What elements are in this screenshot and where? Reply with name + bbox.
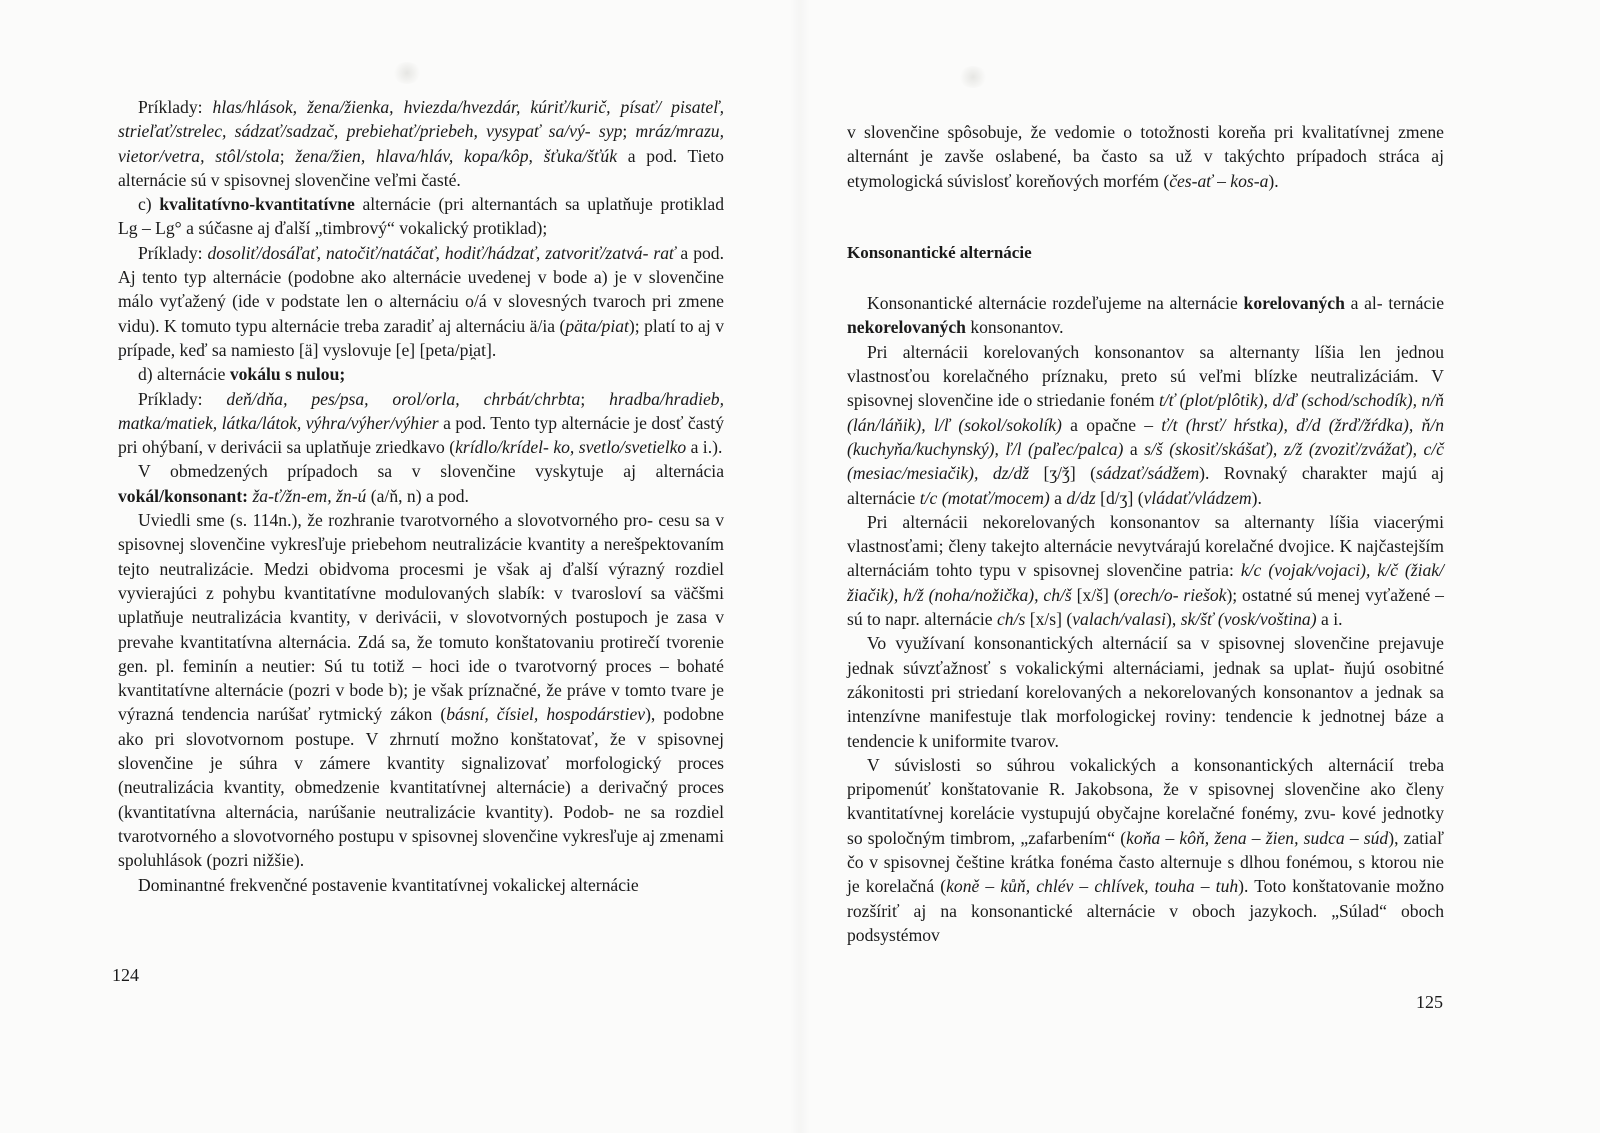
text-run: konsonantov. xyxy=(965,317,1064,338)
paragraph xyxy=(118,95,724,192)
italic-example: orech/o- riešok xyxy=(1119,584,1227,605)
paragraph xyxy=(118,873,724,897)
page-number: 124 xyxy=(112,965,139,985)
paragraph xyxy=(847,753,1444,947)
section-heading: Konsonantické alternácie xyxy=(847,242,1032,262)
italic-example: koňa – kôň, žena – žien, sudca – súd xyxy=(1126,827,1389,848)
italic-example: hlas/hlások, žena/žienka, hviezda/hvezdár, kúriť/kurič, písať/ pisateľ, strieľať/strelec, sádzať/sadzač, prebiehať/priebeh, vysypať sa/vý- syp xyxy=(118,97,724,142)
paragraph xyxy=(847,120,1444,193)
text-run: ), xyxy=(1166,609,1181,630)
text-run: ; xyxy=(279,145,296,166)
italic-example: sádzať/sádžem xyxy=(1095,463,1200,484)
text-run: ). xyxy=(1251,487,1262,508)
text-run: ; xyxy=(622,121,636,142)
text-run: Uviedli sme (s. 114n.), že rozhranie tvarotvorného a slovotvorného pro- cesu sa v spisovnej slovenčine vykresľuje priebehom neutralizácie kvantity a nerešpektovaním tejto neutralizácie. Medzi obidvoma procesmi je však aj ďalší výrazný rozdiel vyvierajúci z pohybu kvantitatívne modulovaných slabík: v tvarosloví sa väčšmi uplatňuje neutralizácia kvantity, v derivácii, v slovotvorných postupoch je zasa v prevahe kvantitatívna alternácia. Zdá sa, že tomuto konštatovaniu protirečí tvorenie gen. pl. feminín a neutier: Sú tu totiž – hoci ide o tvarotvorný proces – bohaté kvantitatívne alternácie (pozri v bode b); je však príznačné, že práve v tomto tvare je výrazná tendencia narúšať rytmický zákon ( xyxy=(118,510,724,725)
paragraph xyxy=(847,510,1444,631)
text-run: v slovenčine spôsobuje, že vedomie o totožnosti koreňa pri kvalitatívnej zmene alternánt je zavše oslabené, ba často sa už v takýchto prípadoch stráca aj etymologická súvislosť koreňových morfém ( xyxy=(847,122,1444,191)
italic-example: sk/šť (vosk/voština) xyxy=(1180,609,1317,630)
bold-term: nekorelovaných xyxy=(847,317,966,338)
text-run: V obmedzených prípadoch sa v slovenčine vyskytuje aj alternácia xyxy=(138,461,724,482)
paragraph xyxy=(847,631,1444,752)
italic-example: t/c (motať/mocem) xyxy=(919,487,1050,508)
italic-example: hradba/hradieb, matka/matiek, látka/látok, výhra/výher/výhier xyxy=(118,388,724,433)
text-run: a pod. Aj tento typ alternácie (podobne ako alternácie uvedenej v bode a) je v slovenčine málo vyťažený (ide v podstate len o alternáciu o/á v slovesných tvaroch pri zmene vidu). K tomuto typu alternácie treba zaradiť aj alternáciu ä/ia ( xyxy=(118,242,724,336)
text-run: a xyxy=(1049,487,1067,508)
bold-term: kvalitatívno-kvantitatívne xyxy=(159,194,355,215)
text-run: ). xyxy=(1268,170,1279,191)
italic-example: krídlo/krídel- ko, svetlo/svetielko xyxy=(455,437,687,458)
paragraph xyxy=(118,508,724,872)
paragraph xyxy=(118,241,724,362)
text-run: a xyxy=(1123,438,1145,459)
text-run: Príklady: xyxy=(138,388,227,409)
text-run: Pri alternácii nekorelovaných konsonantov sa alternanty líšia viacerými vlastnosťami; členy takejto alternácie nevytvárajú korelačné dvojice. K najčastejším alternáciám tohto typu v spisovnej slovenčine patria: xyxy=(847,511,1444,581)
italic-example: ť/t (hrsť/ hŕstka), ď/d (žrď/žŕdka), ň/n (kuchyňa/kuchynský), ľ/l (paľec/palca) xyxy=(847,414,1445,459)
italic-example: valach/valasi xyxy=(1072,609,1167,630)
italic-example: dosoliť/dosáľať, natočiť/natáčať, hodiť/hádzať, zatvoriť/zatvá- rať xyxy=(207,242,676,263)
text-run: Pri alternácii korelovaných konsonantov sa alternanty líšia len jednou vlastnosťou korelačného príznaku, preto sú veľmi blízke neutralizáciám. V spisovnej slovenčine ide o striedanie foném xyxy=(847,341,1444,411)
text-run: Konsonantické alternácie rozdeľujeme na alternácie xyxy=(867,293,1244,314)
italic-example: t/ť (plot/plôtik), d/ď (schod/schodík), n/ň (lán/láňik), l/ľ (sokol/sokolík) xyxy=(847,390,1444,435)
text-run: ), zatiaľ čo v spisovnej češtine krátka fonéma často alternuje s dlhou fonémou, s ktorou nie je korelačná ( xyxy=(847,827,1445,897)
text-run: Dominantné frekvenčné postavenie kvantitatívnej vokalickej alternácie xyxy=(138,874,639,895)
italic-example: päta/piat xyxy=(565,315,629,336)
text-run: ). Rovnaký charakter majú aj alternácie xyxy=(847,463,1444,508)
text-run: a opačne – xyxy=(1061,414,1162,435)
text-run: a i.). xyxy=(686,437,723,458)
text-run: ; xyxy=(580,388,610,409)
text-run: d) alternácie xyxy=(138,364,230,385)
italic-example: koně – kůň, chlév – chlívek, touha – tuh xyxy=(946,876,1239,897)
paragraph xyxy=(118,387,724,460)
italic-example: básní, čísiel, hospodárstiev xyxy=(446,704,646,725)
paragraph xyxy=(847,340,1444,510)
text-run: ); ostatné sú menej vyťažené – sú to napr. alternácie xyxy=(847,584,1444,630)
text-run: alternácie (pri alternantách sa uplatňuje protiklad Lg – Lg° a súčasne aj ďalší „timbrový“ vokalický protiklad); xyxy=(118,194,724,239)
text-run: [d/ʒ] ( xyxy=(1095,487,1144,508)
text-run: a al- ternácie xyxy=(1344,293,1444,314)
italic-example: d/dz xyxy=(1066,487,1096,508)
bold-term: vokál/konsonant: xyxy=(118,485,249,506)
page-smudge xyxy=(958,66,988,88)
text-run: c) xyxy=(138,194,160,215)
paragraph xyxy=(118,459,724,508)
text-run: [ʒ/ǯ] ( xyxy=(1029,463,1096,484)
italic-example: k/c (vojak/vojaci), k/č (žiak/žiačik), h/ž (noha/nožička), ch/š xyxy=(847,560,1444,605)
text-run: V súvislosti so súhrou vokalických a konsonantických alternácií treba pripomenúť konštatovanie R. Jakobsona, že v spisovnej slovenčine ako členy kvantitatívnej korelácie vystupujú obyčajne korelačné fonémy, zvu- kové jednotky so spoločným timbrom, „zafarbením“ ( xyxy=(847,754,1444,848)
text-run: [x/š] ( xyxy=(1071,584,1120,605)
text-run: a pod. Tieto alternácie sú v spisovnej slovenčine veľmi časté. xyxy=(118,145,724,190)
text-run: Príklady: xyxy=(138,242,208,263)
text-run: Príklady: xyxy=(138,97,213,117)
paragraph xyxy=(118,362,724,386)
text-run: a pod. Tento typ alternácie je dosť častý pri ohýbaní, v derivácii sa uplatňuje zriedkavo ( xyxy=(118,412,724,458)
italic-example: žena/žien, hlava/hláv, kopa/kôp, šťuka/šťúk xyxy=(295,145,618,166)
italic-example: čes-ať – kos-a xyxy=(1169,170,1269,191)
text-run: [x/s] ( xyxy=(1025,609,1073,630)
italic-example: ch/s xyxy=(996,609,1026,630)
bold-term: vokálu s nulou; xyxy=(229,364,346,385)
italic-example: deň/dňa, pes/psa, orol/orla, chrbát/chrbta xyxy=(226,388,581,409)
italic-example: vládať/vládzem xyxy=(1143,487,1252,508)
bold-term: korelovaných xyxy=(1243,293,1345,314)
paragraph xyxy=(118,192,724,241)
page-smudge xyxy=(392,62,422,84)
right-page-text xyxy=(847,120,1444,947)
text-run: ), podobne ako pri slovotvornom postupe. V zhrnutí možno konštatovať, že v spisovnej slovenčine je súhra v zámere kvantity signalizovať morfologický proces (neutralizácia kvantity, obmedzenie kvantitatívnej alternácie) a derivačný proces (kvantitatívna alternácia, narúšanie neutralizácie kvantity). Podob- ne sa rozdiel tvarotvorného a slovotvorného postupu v spisovnej slovenčine vykresľuje aj zmenami spoluhlások (pozri nižšie). xyxy=(118,704,724,871)
italic-example: s/š (skosiť/skášať), z/ž (zvoziť/zvážať), c/č (mesiac/mesiačik), dz/dž xyxy=(847,438,1444,484)
left-page-text xyxy=(118,95,724,897)
page-number: 125 xyxy=(1416,992,1443,1012)
text-run: ). Toto konštatovanie možno rozšíriť aj na konsonantické alternácie v oboch jazykoch. „Súlad“ oboch podsystémov xyxy=(847,876,1444,945)
paragraph xyxy=(847,291,1444,340)
text-run: a i. xyxy=(1316,609,1343,630)
text-run: Vo využívaní konsonantických alternácií sa v spisovnej slovenčine prejavuje jednak súvzťažnosť s vokalickými alternáciami, jednak sa uplat- ňujú osobitné zákonitosti pri striedaní korelovaných a nekorelovaných konsonantov a jednak sa intenzívne manifestuje tlak morfologickej roviny: tendencie k jednotnej báze a tendencie k uniformite tvarov. xyxy=(847,633,1444,751)
text-run: (a/ň, n) a pod. xyxy=(366,485,469,506)
text-run: ); platí to aj v prípade, keď sa namiesto [ä] vyslovuje [e] [peta/pi̯at]. xyxy=(118,315,724,360)
italic-example: ža-ť/žn-em, žn-ú xyxy=(252,485,367,506)
italic-example: mráz/mrazu, vietor/vetra, stôl/stola xyxy=(118,121,724,166)
